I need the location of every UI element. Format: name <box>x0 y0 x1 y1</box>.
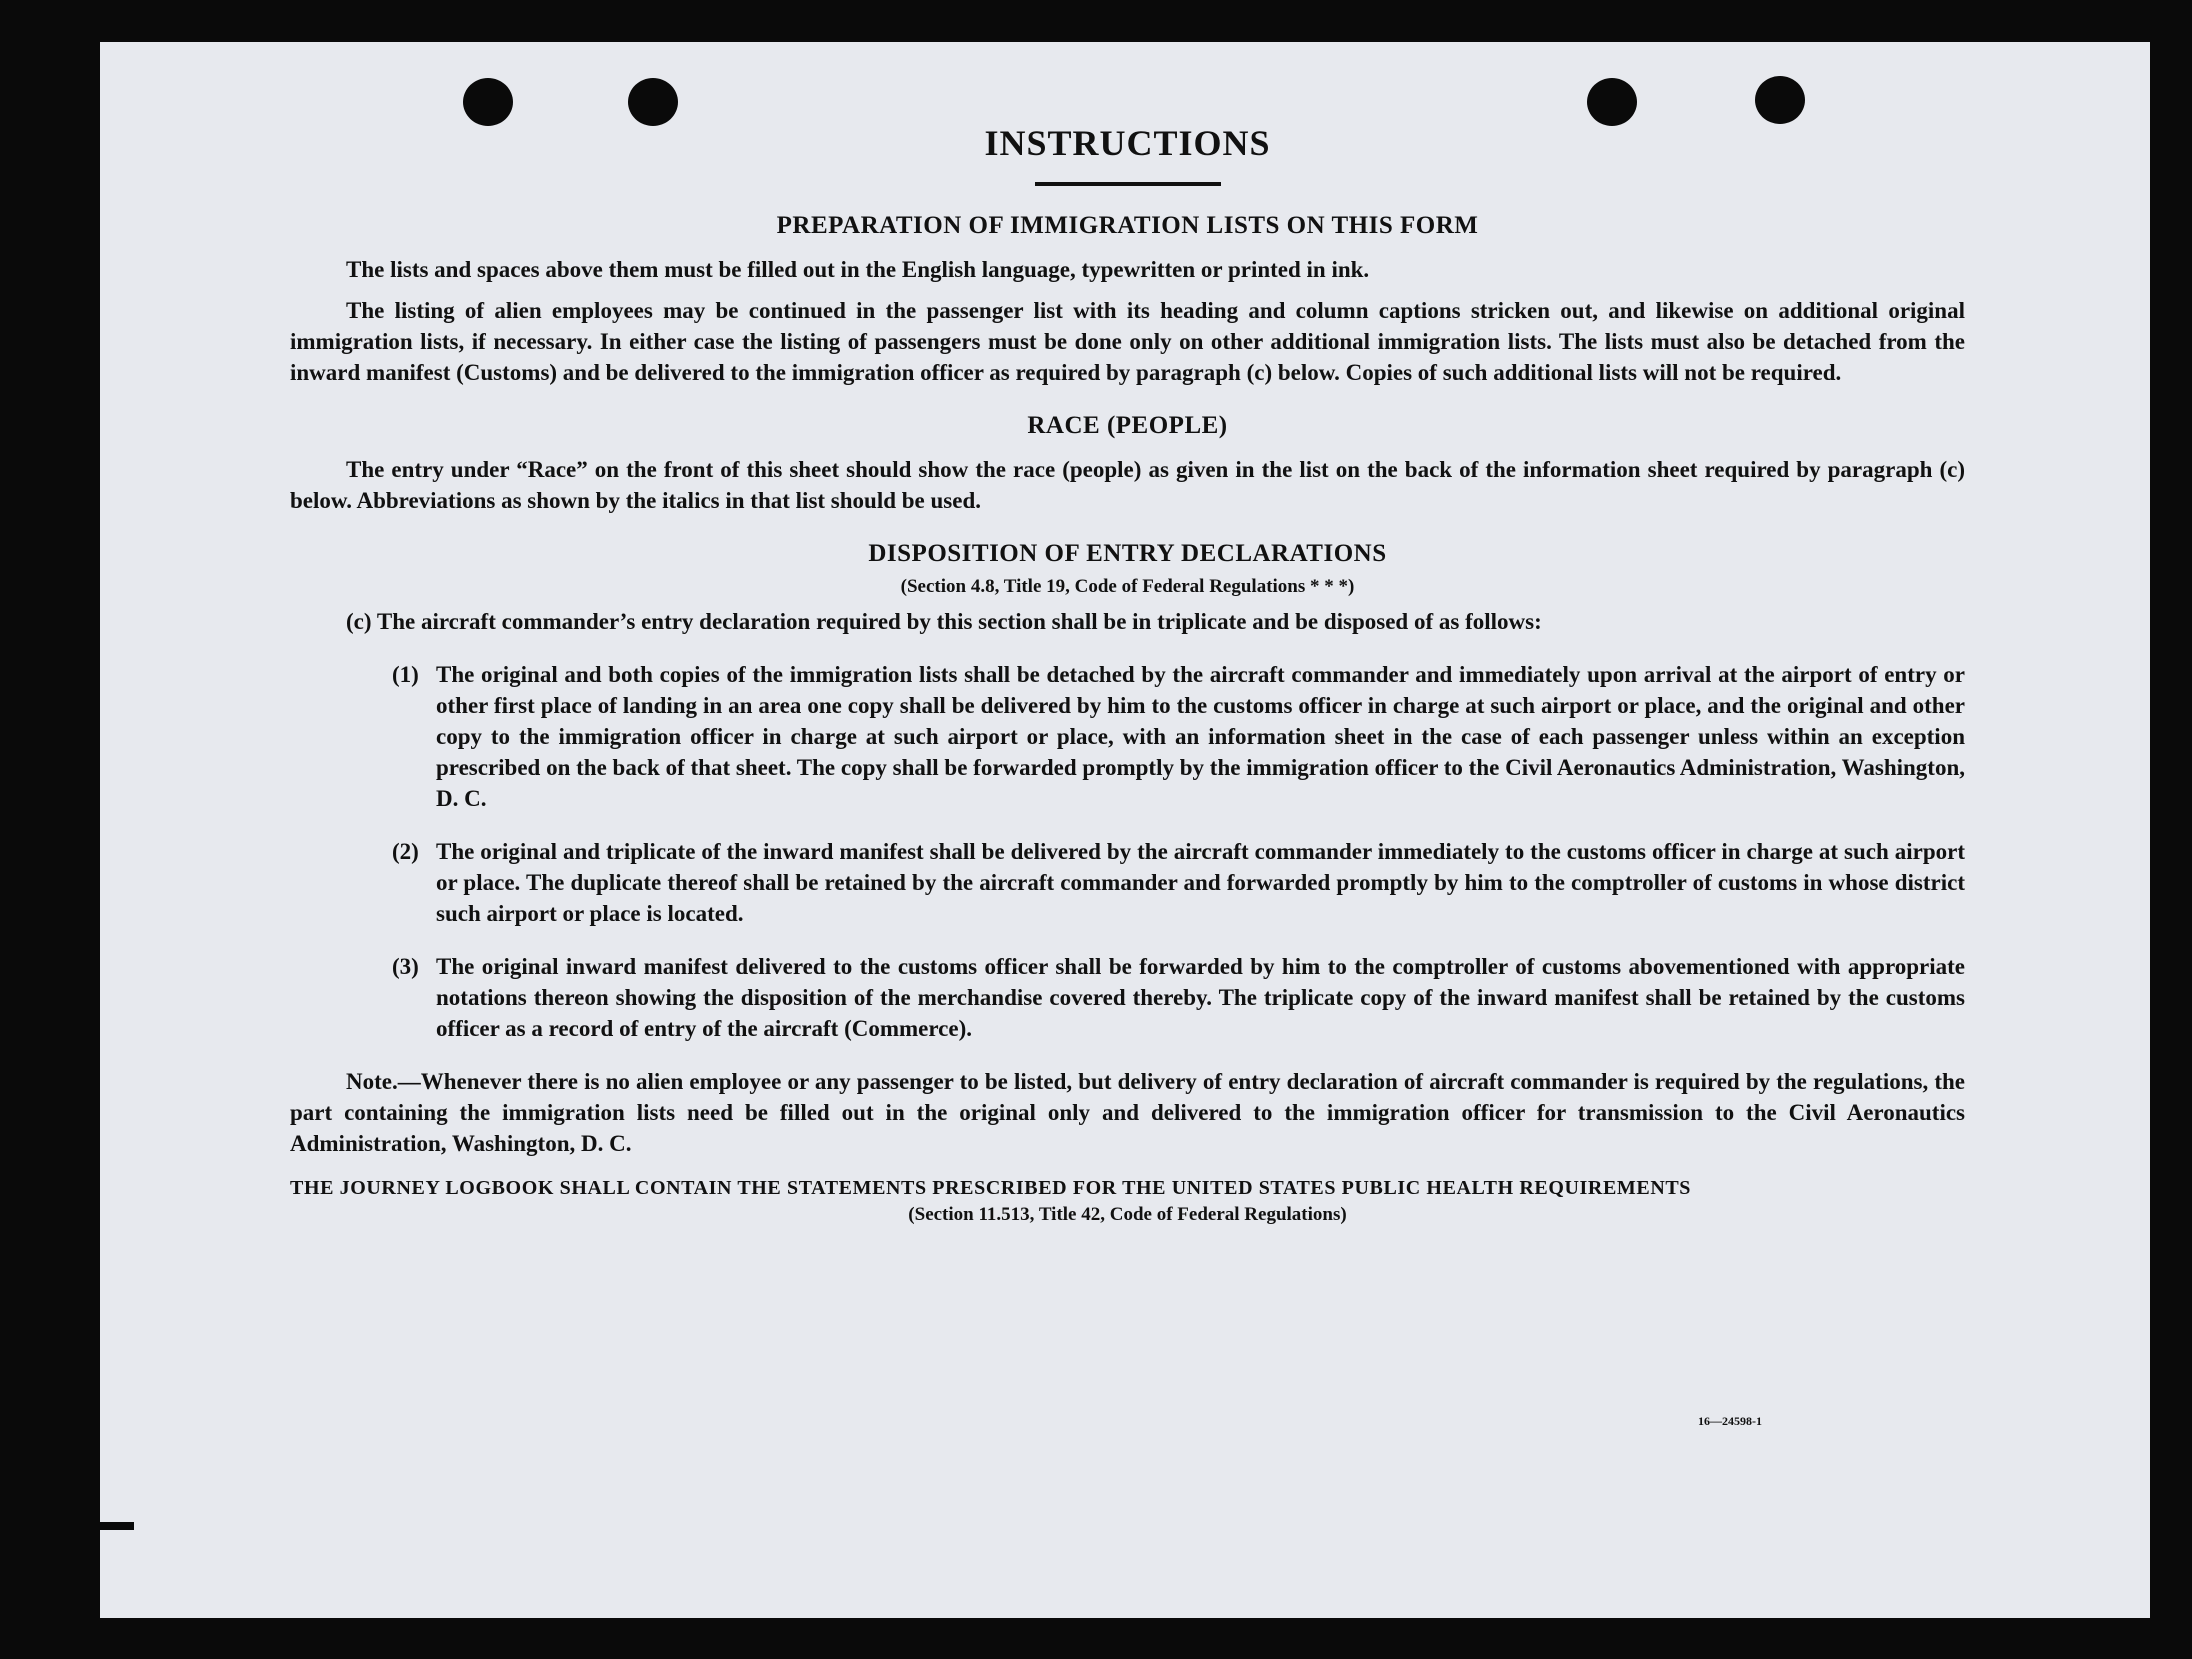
punch-hole <box>1587 78 1637 126</box>
punch-hole <box>463 78 513 126</box>
page-title: INSTRUCTIONS <box>984 123 1271 163</box>
punch-hole <box>628 78 678 126</box>
spacer <box>290 388 1965 412</box>
punch-hole <box>1755 76 1805 124</box>
title-underline <box>1035 182 1221 186</box>
item-text: The original inward manifest delivered to the customs officer shall be forwarded by him to the comptroller of customs abovementioned with appropriate notations thereon showing the disposition of the merchandise covered thereby. The triplicate copy of the inward manifest shall be retained by the customs officer as a record of entry of the aircraft (Commerce). <box>436 954 1965 1041</box>
disposition-item <box>392 836 1965 929</box>
preparation-paragraph-1: The lists and spaces above them must be filled out in the English language, typewritten or printed in ink. <box>346 257 1370 282</box>
item-text: The original and both copies of the immigration lists shall be detached by the aircraft commander and immediately upon arrival at the airport of entry or other first place of landing in an area one copy shall be delivered by him to the customs officer in charge at such airport or place, and the original and other copy to the immigration officer in charge at such airport or place, with an information sheet in the case of each passenger unless within an exception prescribed on the back of that sheet. The copy shall be forwarded promptly by the immigration officer to the Civil Aeronautics Administration, Washington, D. C. <box>436 662 1965 811</box>
form-number: 16—24598-1 <box>1698 1414 1762 1428</box>
preparation-heading: PREPARATION OF IMMIGRATION LISTS ON THIS FORM <box>776 212 1479 239</box>
spacer <box>290 516 1965 540</box>
disposition-item <box>392 659 1965 814</box>
item-number: (2) <box>392 839 419 864</box>
item-number: (3) <box>392 954 419 979</box>
item-text: The original and triplicate of the inward manifest shall be delivered by the aircraft commander immediately to the customs officer in charge at such airport or place. The duplicate thereof shall be retained by the aircraft commander and forwarded promptly by him to the comptroller of customs in whose district such airport or place is located. <box>436 839 1965 926</box>
disposition-intro: (c) The aircraft commander’s entry declaration required by this section shall be in triplicate and be disposed of as follows: <box>346 609 1542 634</box>
disposition-item <box>392 951 1965 1044</box>
item-number: (1) <box>392 662 419 687</box>
race-heading: RACE (PEOPLE) <box>1027 412 1228 439</box>
preparation-paragraph-2: The listing of alien employees may be continued in the passenger list with its heading and column captions stricken out, and likewise on additional original immigration lists, if necessary. In either case the listing of passengers must be done only on other additional immigration lists. The lists must also be detached from the inward manifest (Customs) and be delivered to the immigration officer as required by paragraph (c) below. Copies of such additional lists will not be required. <box>290 298 1965 385</box>
disposition-heading: DISPOSITION OF ENTRY DECLARATIONS <box>868 540 1387 567</box>
logbook-citation: (Section 11.513, Title 42, Code of Federal Regulations) <box>908 1204 1347 1225</box>
document-sheet <box>100 42 2150 1618</box>
edge-mark <box>88 1522 134 1530</box>
race-paragraph: The entry under “Race” on the front of this sheet should show the race (people) as given in the list on the back of the information sheet required by paragraph (c) below. Abbreviations as shown by the italics in that list should be used. <box>290 457 1965 513</box>
disposition-citation: (Section 4.8, Title 19, Code of Federal Regulations * * *) <box>900 576 1355 597</box>
instructions-content <box>290 122 1965 1234</box>
logbook-statement: THE JOURNEY LOGBOOK SHALL CONTAIN THE STATEMENTS PRESCRIBED FOR THE UNITED STATES PUBLIC HEALTH REQUIREMENTS <box>290 1177 1692 1199</box>
note-paragraph: Note.—Whenever there is no alien employee or any passenger to be listed, but delivery of entry declaration of aircraft commander is required by the regulations, the part containing the immigration lists need be filled out in the original only and delivered to the immigration officer for transmission to the Civil Aeronautics Administration, Washington, D. C. <box>290 1069 1965 1156</box>
